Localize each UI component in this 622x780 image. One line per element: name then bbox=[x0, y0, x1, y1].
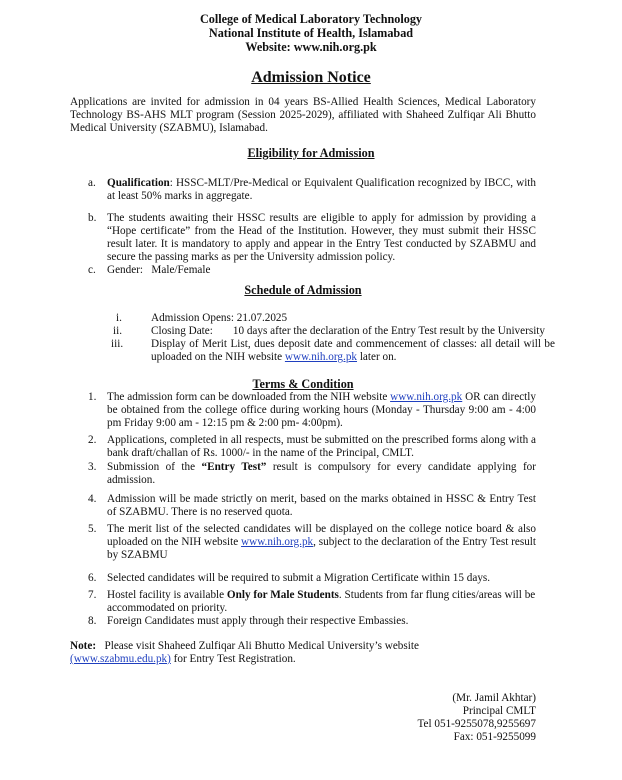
list-marker: 6. bbox=[88, 572, 97, 584]
page-title: Admission Notice bbox=[251, 69, 371, 86]
term-7-before: Hostel facility is available bbox=[107, 589, 225, 601]
term-1-after: OR can directly be obtained from the college office during working hours (Monday - Thursday 9:00 am - 4:00 pm Friday 9:00 am - 12:15 pm & 2:00 pm- 4:00pm). bbox=[107, 391, 536, 429]
term-7-after: . Students from far flung cities/areas will be accommodated on priority. bbox=[107, 589, 536, 614]
note-text: Please visit Shaheed Zulfiqar Ali Bhutto Medical University’s website bbox=[104, 640, 419, 652]
signatory-role: Principal CMLT bbox=[462, 705, 536, 717]
terms-item-4: Admission will be made strictly on merit, based on the marks obtained in HSSC & Entry Test of SZABMU. There is no reserved quota. bbox=[107, 493, 536, 518]
schedule-admission-opens: Admission Opens: 21.07.2025 bbox=[151, 312, 288, 324]
terms-item-2: Applications, completed in all respects, must be submitted on the prescribed forms along with a bank draft/challan of Rs. 1000/- in the name of the Principal, CMLT. bbox=[107, 434, 536, 459]
entry-test-bold: “Entry Test” bbox=[201, 461, 267, 473]
list-marker: 3. bbox=[88, 461, 97, 473]
term-3-before: Submission of the bbox=[107, 461, 196, 473]
schedule-heading: Schedule of Admission bbox=[244, 283, 362, 297]
qualification-text: : HSSC-MLT/Pre-Medical or Equivalent Qualification recognized by IBCC, with at least 50% marks in aggregate. bbox=[107, 177, 536, 202]
terms-item-1 bbox=[107, 391, 536, 430]
signatory-name: (Mr. Jamil Akhtar) bbox=[452, 692, 536, 704]
terms-item-5 bbox=[107, 523, 536, 562]
nih-website-link[interactable]: www.nih.org.pk bbox=[241, 536, 314, 548]
list-marker: c. bbox=[88, 264, 96, 276]
szabmu-website-link[interactable]: (www.szabmu.edu.pk) bbox=[70, 653, 171, 665]
website-line: Website: www.nih.org.pk bbox=[245, 40, 377, 54]
list-marker: b. bbox=[88, 212, 97, 224]
closing-date-label: Closing Date: bbox=[151, 325, 213, 337]
note-label: Note: bbox=[70, 640, 97, 652]
list-marker: iii. bbox=[111, 338, 124, 350]
terms-item-7 bbox=[107, 589, 536, 615]
college-name: College of Medical Laboratory Technology bbox=[199, 12, 423, 26]
term-1-text: The admission form can be downloaded from the NIH website bbox=[107, 391, 388, 403]
term-3-after: result is compulsory for every candidate applying for admission. bbox=[107, 461, 536, 486]
list-marker: i. bbox=[116, 312, 122, 324]
terms-heading: Terms & Condition bbox=[252, 377, 354, 391]
intro-paragraph: Applications are invited for admission in 04 years BS-Allied Health Sciences, Medical Laboratory Technology BS-AHS MLT program (Session 2025-2029), affiliated with Shaheed Zulfiqar Ali Bhutto Medical University (SZABMU), Islamabad. bbox=[70, 96, 536, 134]
list-marker: 7. bbox=[88, 589, 97, 601]
eligibility-heading: Eligibility for Admission bbox=[247, 146, 375, 160]
male-students-bold: Only for Male Students bbox=[226, 589, 339, 601]
terms-item-3 bbox=[107, 461, 536, 487]
list-marker: 8. bbox=[88, 615, 97, 627]
nih-website-link[interactable]: www.nih.org.pk bbox=[284, 351, 358, 363]
nih-website-link[interactable]: www.nih.org.pk bbox=[390, 391, 463, 403]
eligibility-item-hope-certificate: The students awaiting their HSSC results are eligible to apply for admission by providing a “Hope certificate” from the Head of the Institution. However, they must submit their HSSC result later. It is mandatory to apply and appear in the Entry Test conducted by SZABMU and secure the passing marks as per the University admission policy. bbox=[107, 212, 536, 263]
schedule-closing-date bbox=[151, 325, 551, 338]
qualification-label: Qualification bbox=[107, 177, 170, 189]
terms-item-8: Foreign Candidates must apply through their respective Embassies. bbox=[107, 615, 409, 627]
merit-list-after: later on. bbox=[359, 351, 397, 363]
eligibility-item-gender: Gender: Male/Female bbox=[107, 264, 211, 276]
terms-item-6: Selected candidates will be required to submit a Migration Certificate within 15 days. bbox=[107, 572, 491, 584]
merit-list-text: Display of Merit List, dues deposit date and commencement of classes: all detail will be uploaded on the NIH website bbox=[151, 338, 555, 363]
list-marker: 5. bbox=[88, 523, 97, 535]
schedule-merit-list bbox=[151, 338, 555, 364]
list-marker: ii. bbox=[113, 325, 123, 337]
list-marker: 2. bbox=[88, 434, 97, 446]
eligibility-item-qualification bbox=[107, 177, 536, 203]
list-marker: 4. bbox=[88, 493, 97, 505]
list-marker: a. bbox=[88, 177, 96, 189]
list-marker: 1. bbox=[88, 391, 97, 403]
closing-date-text: 10 days after the declaration of the Entry Test result by the University bbox=[232, 325, 546, 337]
fax-number: Fax: 051-9255099 bbox=[453, 731, 536, 743]
term-5-text: The merit list of the selected candidates will be displayed on the college notice board & also uploaded on the NIH website bbox=[107, 523, 536, 548]
note-paragraph bbox=[70, 640, 540, 666]
telephone-numbers: Tel 051-9255078,9255697 bbox=[417, 718, 536, 730]
institution-header bbox=[0, 12, 622, 54]
term-5-after: , subject to the declaration of the Entry Test result by SZABMU bbox=[107, 536, 537, 561]
note-after: for Entry Test Registration. bbox=[173, 653, 296, 665]
signature-block bbox=[417, 692, 536, 744]
institute-name: National Institute of Health, Islamabad bbox=[208, 26, 414, 40]
